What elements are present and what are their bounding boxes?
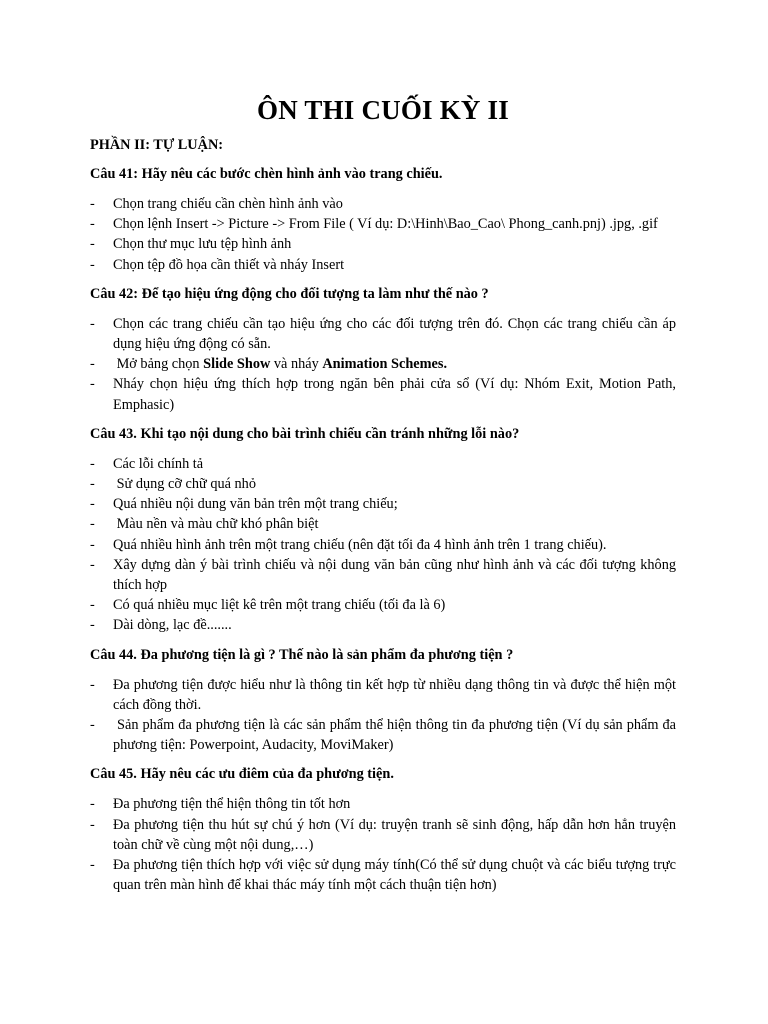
question-44: Câu 44. Đa phương tiện là gì ? Thế nào là sản phẩm đa phương tiện ?	[90, 646, 514, 663]
command-name-animation-schemes: Animation Schemes.	[322, 356, 448, 373]
answer-text: Chọn trang chiếu cần chèn hình ảnh vào	[113, 196, 343, 212]
bullet-dash: -	[90, 376, 95, 393]
answer-text: Đa phương tiện thu hút sự chú ý hơn (Ví dụ: truyện tranh sẽ sinh động, hấp dẫn hơn hẳn truyện toàn chữ về cùng một nội dung,…)	[113, 816, 676, 853]
list-item	[90, 715, 680, 755]
bullet-dash: -	[90, 455, 95, 472]
answer-text: Màu nền và màu chữ khó phân biệt	[113, 516, 319, 533]
answer-text: Sản phẩm đa phương tiện là các sản phẩm thể hiện thông tin đa phương tiện (Ví dụ sản phẩm đa phương tiện: Powerpoint, Audacity, MoviMaker)	[113, 717, 680, 754]
list-item	[90, 494, 676, 514]
answer-text: Đa phương tiện thể hiện thông tin tốt hơn	[113, 796, 351, 813]
answer-list-43	[90, 454, 676, 636]
list-item	[90, 255, 676, 275]
list-item	[90, 675, 676, 715]
list-item	[90, 354, 676, 374]
bullet-dash: -	[90, 816, 95, 833]
part-heading: PHẦN II: TỰ LUẬN:	[90, 137, 224, 153]
answer-text-mid: và nháy	[270, 356, 323, 373]
list-item	[90, 514, 676, 534]
question-section-44	[90, 645, 680, 756]
list-item	[90, 535, 676, 555]
answer-text: Đa phương tiện được hiểu như là thông tin kết hợp từ nhiều dạng thông tin và được thể hiện một cách đồng thời.	[113, 676, 676, 713]
question-section-41	[90, 164, 676, 275]
list-item	[90, 595, 676, 615]
answer-text: Đa phương tiện thích hợp với việc sử dụng máy tính(Có thể sử dụng chuột và các biểu tượng trực quan trên màn hình để khai thác máy tính một cách thuận tiện hơn)	[113, 857, 676, 894]
answer-text: Sử dụng cỡ chữ quá nhỏ	[113, 476, 256, 493]
question-section-43	[90, 424, 676, 636]
answer-text: Chọn thư mục lưu tệp hình ảnh	[113, 236, 292, 253]
bullet-dash: -	[90, 556, 95, 573]
page-title: ÔN THI CUỐI KỲ II	[257, 95, 509, 125]
bullet-dash: -	[90, 315, 95, 332]
list-item	[90, 194, 676, 214]
bullet-dash: -	[90, 597, 95, 614]
answer-text-pre: Mở bảng chọn	[113, 356, 204, 373]
list-item	[90, 234, 676, 254]
answer-text: Quá nhiều hình ảnh trên một trang chiếu (nên đặt tối đa 4 hình ảnh trên 1 trang chiếu).	[113, 536, 607, 553]
bullet-dash: -	[90, 256, 95, 273]
bullet-dash: -	[90, 516, 95, 533]
answer-text: Xây dựng dàn ý bài trình chiếu và nội dung văn bản cũng như hình ảnh và các đối tượng không thích hợp	[113, 556, 676, 594]
bullet-dash: -	[90, 796, 95, 813]
bullet-dash: -	[90, 476, 95, 493]
bullet-dash: -	[90, 356, 95, 373]
list-item	[90, 474, 676, 494]
list-item	[90, 615, 676, 635]
question-41: Câu 41: Hãy nêu các bước chèn hình ảnh vào trang chiếu.	[90, 166, 443, 182]
answer-text: Quá nhiều nội dung văn bản trên một trang chiếu;	[113, 496, 398, 513]
bullet-dash: -	[90, 857, 95, 874]
question-43: Câu 43. Khi tạo nội dung cho bài trình chiếu cần tránh những lỗi nào?	[90, 425, 520, 442]
list-item	[90, 794, 676, 814]
list-item	[90, 855, 676, 895]
bullet-dash: -	[90, 617, 95, 634]
answer-text: Chọn lệnh Insert -> Picture -> From File ( Ví dụ: D:\Hinh\Bao_Cao\ Phong_canh.pnj) .jpg, .gif	[113, 216, 658, 233]
answer-list-44	[90, 675, 680, 756]
bullet-dash: -	[90, 676, 95, 693]
list-item	[90, 374, 676, 414]
answer-list-42	[90, 314, 676, 415]
bullet-dash: -	[90, 196, 95, 212]
bullet-dash: -	[90, 236, 95, 253]
answer-text: Dài dòng, lạc đề.......	[113, 617, 232, 634]
answer-text: Chọn các trang chiếu cần tạo hiệu ứng cho các đối tượng trên đó. Chọn các trang chiếu cần áp dụng hiệu ứng động có sẵn.	[113, 315, 676, 353]
list-item	[90, 555, 676, 595]
menu-name-slide-show: Slide Show	[203, 356, 271, 373]
list-item	[90, 214, 676, 234]
answer-text: Các lỗi chính tả	[113, 455, 204, 472]
list-item	[90, 815, 676, 855]
list-item	[90, 454, 676, 474]
answer-list-45	[90, 794, 676, 895]
answer-list-41	[90, 194, 676, 275]
question-42: Câu 42: Để tạo hiệu ứng động cho đối tượng ta làm như thế nào ?	[90, 285, 489, 302]
question-45: Câu 45. Hãy nêu các ưu điêm của đa phương tiện.	[90, 766, 394, 783]
question-section-42	[90, 284, 676, 415]
bullet-dash: -	[90, 536, 95, 553]
answer-text: Chọn tệp đồ họa cần thiết và nháy Insert	[113, 256, 345, 273]
bullet-dash: -	[90, 496, 95, 513]
bullet-dash: -	[90, 717, 95, 734]
question-section-45	[90, 764, 676, 895]
answer-text: Nháy chọn hiệu ứng thích hợp trong ngăn bên phải cửa sổ (Ví dụ: Nhóm Exit, Motion Path, Emphasic)	[113, 376, 676, 413]
bullet-dash: -	[90, 216, 95, 233]
list-item	[90, 314, 676, 354]
answer-text: Có quá nhiều mục liệt kê trên một trang chiếu (tối đa là 6)	[113, 597, 446, 614]
